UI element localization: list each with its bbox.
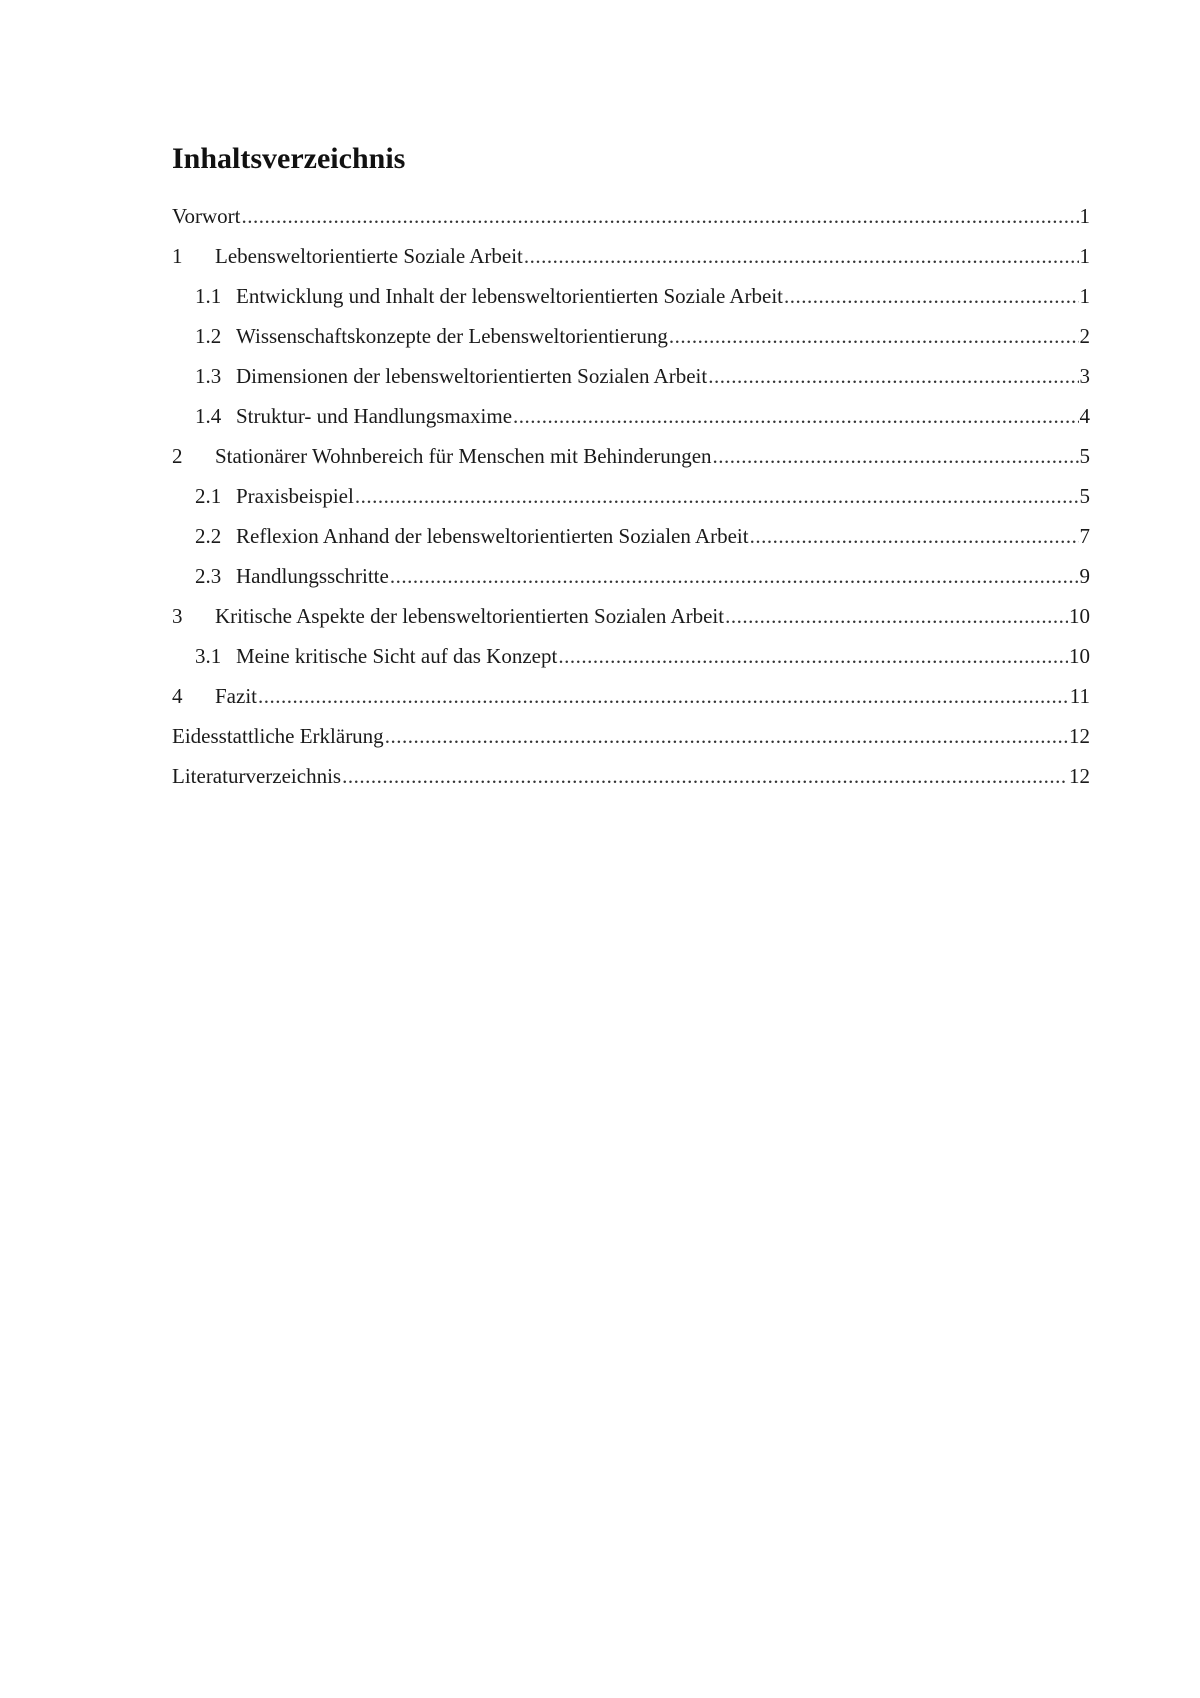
- toc-entry-page: 10: [1069, 644, 1090, 668]
- toc-entry-number: 3: [172, 604, 183, 628]
- toc-entry-number: 1.1: [195, 284, 222, 308]
- toc-entry-literaturverzeichnis: [172, 764, 1090, 804]
- dot-leader: [669, 324, 1079, 349]
- dot-leader: [258, 684, 1069, 709]
- toc-entry-number: 2.1: [195, 484, 222, 508]
- toc-entry-2-3: [172, 564, 1090, 604]
- toc-entry-title: Literaturverzeichnis: [172, 764, 342, 788]
- dot-leader: [513, 404, 1078, 429]
- toc-entry-3-1: [172, 644, 1090, 684]
- toc-entry-1-4: [172, 404, 1090, 444]
- toc-entry-title: Lebensweltorientierte Soziale Arbeit: [215, 244, 523, 268]
- dot-leader: [355, 484, 1079, 509]
- toc-entry-title: Wissenschaftskonzepte der Lebensweltorientierung: [236, 324, 668, 348]
- toc-entry-page: 5: [1079, 484, 1090, 508]
- toc-entry-title: Kritische Aspekte der lebensweltorientierten Sozialen Arbeit: [215, 604, 725, 628]
- toc-entry-3: [172, 604, 1090, 644]
- toc-entry-1-1: [172, 284, 1090, 324]
- toc-entry-page: 10: [1069, 604, 1090, 628]
- toc-entry-page: 9: [1079, 564, 1090, 588]
- toc-entry-page: 12: [1069, 764, 1090, 788]
- toc-entry-2: [172, 444, 1090, 484]
- dot-leader: [558, 644, 1068, 669]
- toc-entry-1-2: [172, 324, 1090, 364]
- toc-entry-number: 2.2: [195, 524, 222, 548]
- toc-entry-number: 2: [172, 444, 183, 468]
- toc-entry-page: 1: [1079, 284, 1090, 308]
- toc-entry-page: 1: [1079, 204, 1090, 228]
- toc-entry-title: Meine kritische Sicht auf das Konzept: [236, 644, 558, 668]
- toc-entry-2-2: [172, 524, 1090, 564]
- toc-entry-number: 1.3: [195, 364, 222, 388]
- dot-leader: [385, 724, 1068, 749]
- toc-entry-page: 2: [1079, 324, 1090, 348]
- toc-entry-page: 5: [1079, 444, 1090, 468]
- dot-leader: [342, 764, 1068, 789]
- toc-entry-page: 7: [1079, 524, 1090, 548]
- toc-entry-eidesstattliche-erklaerung: [172, 724, 1090, 764]
- dot-leader: [713, 444, 1079, 469]
- toc-entry-number: 1: [172, 244, 183, 268]
- toc-entry-page: 4: [1079, 404, 1090, 428]
- toc-entry-title: Praxisbeispiel: [236, 484, 354, 508]
- dot-leader: [390, 564, 1079, 589]
- toc-entry-page: 1: [1079, 244, 1090, 268]
- toc-entry-number: 2.3: [195, 564, 222, 588]
- toc-entry-title: Vorwort: [172, 204, 241, 228]
- toc-entry-title: Handlungsschritte: [236, 564, 389, 588]
- toc-entry-page: 11: [1069, 684, 1090, 708]
- toc-heading: Inhaltsverzeichnis: [172, 142, 406, 175]
- dot-leader: [784, 284, 1078, 309]
- toc-entry-1-3: [172, 364, 1090, 404]
- dot-leader: [524, 244, 1079, 269]
- toc-entry-title: Reflexion Anhand der lebensweltorientierten Sozialen Arbeit: [236, 524, 749, 548]
- dot-leader: [750, 524, 1079, 549]
- toc-entry-1: [172, 244, 1090, 284]
- toc-entry-number: 1.4: [195, 404, 222, 428]
- toc-entry-2-1: [172, 484, 1090, 524]
- dot-leader: [708, 364, 1078, 389]
- toc-entry-4: [172, 684, 1090, 724]
- toc-entry-title: Eidesstattliche Erklärung: [172, 724, 384, 748]
- toc-entry-title: Fazit: [215, 684, 257, 708]
- toc-entry-number: 1.2: [195, 324, 222, 348]
- toc-entry-number: 3.1: [195, 644, 222, 668]
- toc-entry-title: Dimensionen der lebensweltorientierten Sozialen Arbeit: [236, 364, 708, 388]
- table-of-contents: [172, 204, 1090, 804]
- toc-entry-title: Stationärer Wohnbereich für Menschen mit Behinderungen: [215, 444, 712, 468]
- toc-entry-page: 12: [1069, 724, 1090, 748]
- toc-entry-title: Entwicklung und Inhalt der lebensweltorientierten Soziale Arbeit: [236, 284, 784, 308]
- toc-entry-vorwort: [172, 204, 1090, 244]
- toc-entry-number: 4: [172, 684, 183, 708]
- toc-entry-title: Struktur- und Handlungsmaxime: [236, 404, 513, 428]
- dot-leader: [725, 604, 1068, 629]
- dot-leader: [241, 204, 1078, 229]
- toc-entry-page: 3: [1079, 364, 1090, 388]
